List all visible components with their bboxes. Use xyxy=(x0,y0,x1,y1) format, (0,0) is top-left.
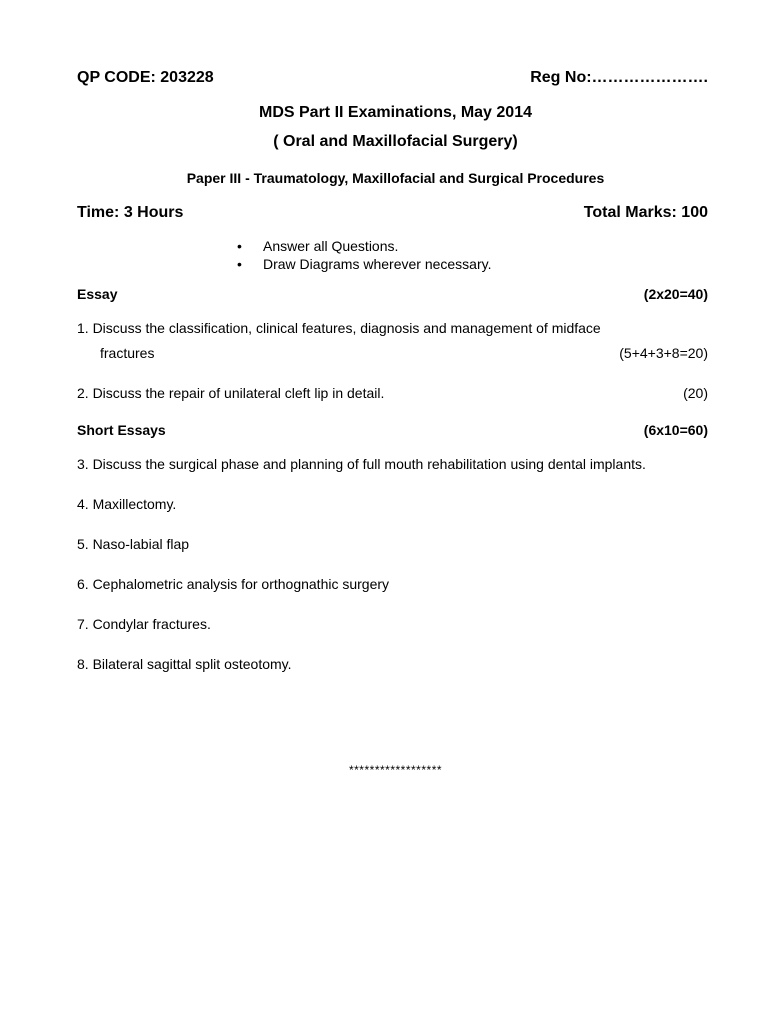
short-essays-heading: Short Essays xyxy=(77,422,166,438)
essay-marks: (2x20=40) xyxy=(643,286,708,302)
total-marks: Total Marks: 100 xyxy=(583,204,708,221)
exam-title: MDS Part II Examinations, May 2014 xyxy=(259,104,532,121)
paper-title: Paper III - Traumatology, Maxillofacial and Surgical Procedures xyxy=(186,170,605,186)
question-7: 7. Condylar fractures. xyxy=(77,616,211,632)
instruction-text: Draw Diagrams wherever necessary. xyxy=(263,256,492,272)
end-of-paper-mark: ****************** xyxy=(348,763,443,777)
instructions-list xyxy=(237,237,491,273)
question-1-marks: (5+4+3+8=20) xyxy=(619,345,708,361)
question-2: 2. Discuss the repair of unilateral cleft lip in detail. xyxy=(77,385,385,401)
bullet-icon: • xyxy=(237,256,242,272)
question-5: 5. Naso-labial flap xyxy=(77,536,190,552)
reg-no: Reg No:…………………. xyxy=(530,69,708,86)
question-8: 8. Bilateral sagittal split osteotomy. xyxy=(77,656,292,672)
short-essays-marks: (6x10=60) xyxy=(643,422,708,438)
essay-heading: Essay xyxy=(77,286,118,302)
bullet-icon: • xyxy=(237,238,242,254)
qp-code: QP CODE: 203228 xyxy=(77,69,214,86)
question-1-continuation: fractures xyxy=(100,345,155,361)
question-6: 6. Cephalometric analysis for orthognathic surgery xyxy=(77,576,390,592)
question-1: 1. Discuss the classification, clinical features, diagnosis and management of midface xyxy=(77,320,601,336)
instruction-text: Answer all Questions. xyxy=(263,238,399,254)
instruction-item xyxy=(237,255,491,273)
question-4: 4. Maxillectomy. xyxy=(77,496,177,512)
question-3: 3. Discuss the surgical phase and planning of full mouth rehabilitation using dental implants. xyxy=(77,456,646,472)
instruction-item xyxy=(237,237,491,255)
exam-duration: Time: 3 Hours xyxy=(77,204,184,221)
question-2-marks: (20) xyxy=(683,385,708,401)
subject-title: ( Oral and Maxillofacial Surgery) xyxy=(273,133,518,150)
